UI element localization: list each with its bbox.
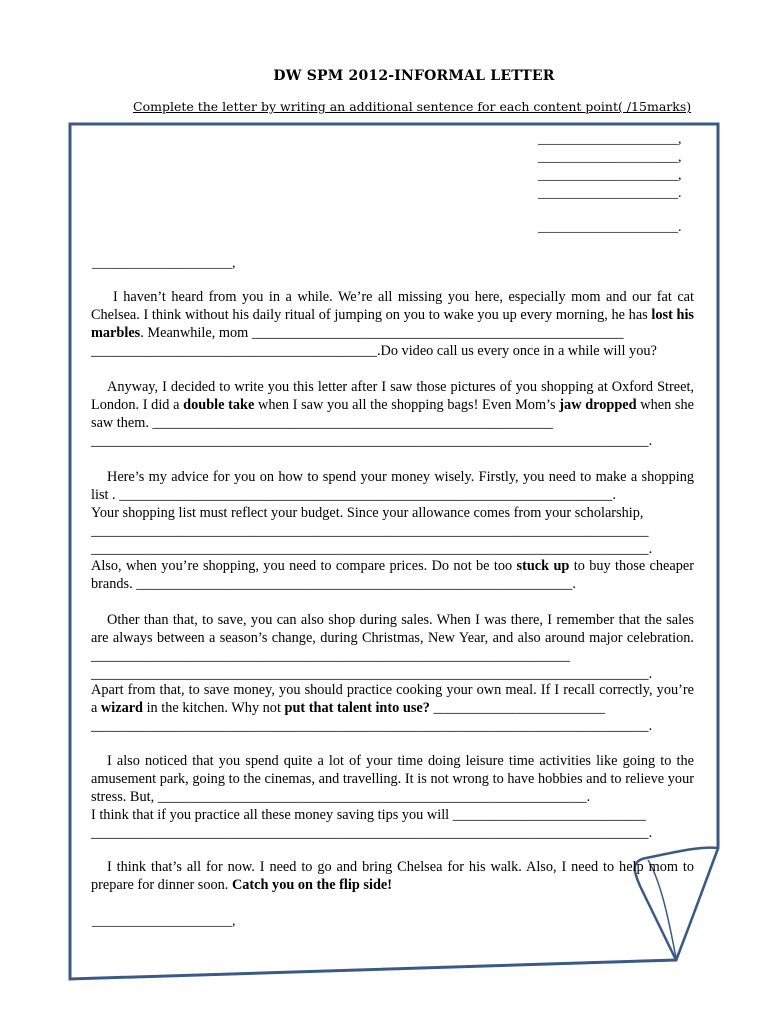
address-line-2: ____________________,	[538, 150, 682, 165]
paragraph-7: I also noticed that you spend quite a lot of your time doing leisure time activities like going to the amusement park, going to the cinemas, and travelling. It is not wrong to have hobbies and to relieve your stress. But, ____________________________________________________________. I think that if you practice all these money saving tips you will ___________________________ ______________________________________________________________________________.	[91, 753, 694, 841]
paragraph-5: Other than that, to save, you can also shop during sales. When I was there, I remember that the sales are always between a season’s change, during Christmas, New Year, and also around major celebration. ___________________________________________________________________ ______________________________________________________________________________.	[91, 612, 694, 682]
address-line-1: ____________________,	[538, 132, 682, 147]
paragraph-3: Here’s my advice for you on how to spend your money wisely. Firstly, you need to make a shopping list . _____________________________________________________________________. Your shopping list must reflect your budget. Since your allowance comes from your scholarship, ______________________________________________________________________________ ______________________________________________________________________________.	[91, 469, 694, 557]
signature-line: ____________________,	[92, 914, 236, 929]
paragraph-4: Also, when you’re shopping, you need to compare prices. Do not be too stuck up to buy those cheaper brands. _____________________________________________________________.	[91, 558, 694, 592]
idiom-catch-you-on-the-flip-side: Catch you on the flip side!	[231, 877, 392, 893]
idiom-jaw-dropped: jaw dropped	[559, 397, 637, 413]
address-line-3: ____________________,	[538, 168, 682, 183]
paragraph-1: I haven’t heard from you in a while. We’re all missing you here, especially mom and our fat cat Chelsea. I think without his daily ritual of jumping on you to wake you up every morning, he has lost his marbles. Meanwhile, mom ____________________________________________________ ________________________________________.Do video call us every once in a while will you?	[91, 289, 694, 359]
paragraph-8: I think that’s all for now. I need to go and bring Chelsea for his walk. Also, I need to help mom to prepare for dinner soon. Catch you on the flip side!	[91, 859, 694, 893]
worksheet-title: DW SPM 2012-INFORMAL LETTER	[273, 68, 555, 84]
idiom-put-talent-into-use: put that talent into use?	[284, 700, 430, 716]
instruction-text: Complete the letter by writing an additional sentence for each content point( /15marks)	[133, 99, 692, 114]
idiom-stuck-up: stuck up	[516, 558, 570, 574]
paragraph-6: Apart from that, to save money, you should practice cooking your own meal. If I recall correctly, you’re a wizard in the kitchen. Why not put that talent into use? ________________________ ______________________________________________________________________________.	[91, 682, 694, 734]
idiom-lost-his-marbles: lost his marbles	[91, 307, 694, 341]
paragraph-2: Anyway, I decided to write you this letter after I saw those pictures of you shopping at Oxford Street, London. I did a double take when I saw you all the shopping bags! Even Mom’s jaw dropped when she saw them. ________________________________________________________ ______________________________________________________________________________.	[91, 379, 694, 449]
salutation-line: ____________________,	[92, 256, 236, 271]
date-line: ____________________.	[538, 220, 682, 235]
idiom-double-take: double take	[183, 397, 255, 413]
address-line-4: ____________________.	[538, 186, 682, 201]
idiom-wizard: wizard	[100, 700, 144, 716]
